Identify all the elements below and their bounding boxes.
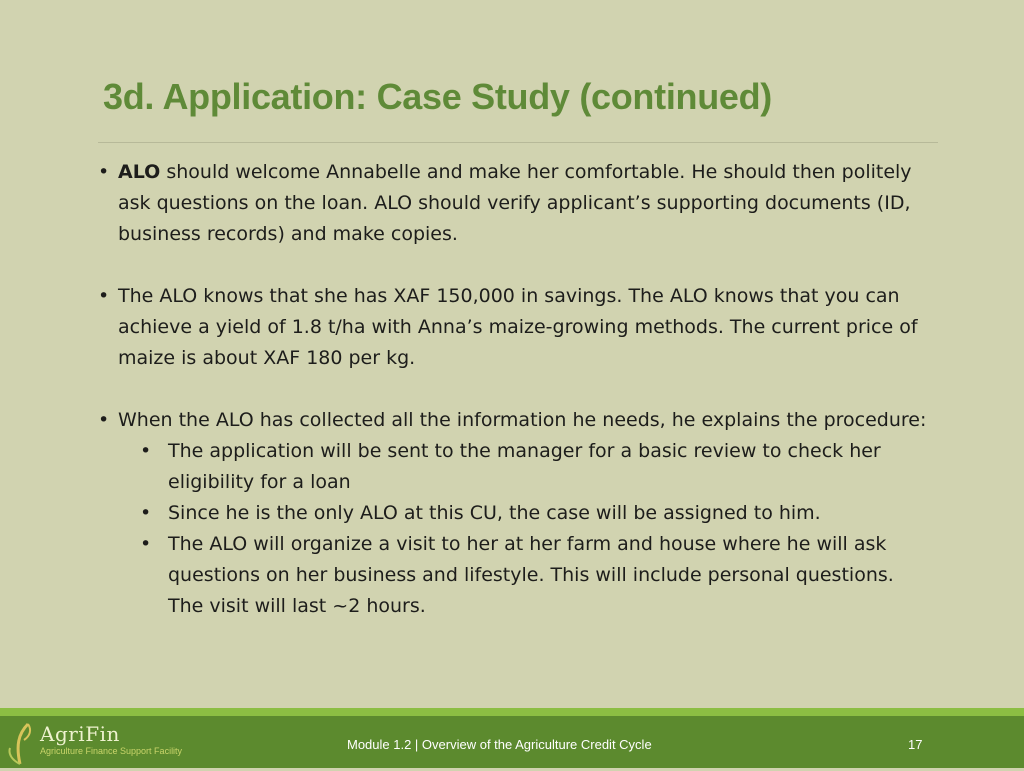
bullet-text: should welcome Annabelle and make her comfortable. He should then politely ask questions on the loan. ALO should verify applicant’s supporting documents (ID, business records) and make copies. [118,161,912,245]
slide-content [98,157,928,653]
logo-tagline: Agriculture Finance Support Facility [40,746,183,756]
title-divider [98,142,938,143]
sub-bullet-list [118,436,928,622]
sub-bullet-dot-icon: • [140,440,152,462]
slide-title: 3d. Application: Case Study (continued) [103,76,772,117]
bullet-dot-icon: • [98,285,110,307]
sub-bullet-dot-icon: • [140,533,152,555]
logo-name: AgriFin [40,722,120,746]
footer-stripe [0,708,1024,716]
footer-module-text: Module 1.2 | Overview of the Agriculture Credit Cycle [347,737,652,752]
bullet-dot-icon: • [98,409,110,431]
sub-bullet-dot-icon: • [140,502,152,524]
sub-bullet-item [118,498,928,529]
page-number: 17 [908,737,923,752]
bullet-text: The ALO knows that she has XAF 150,000 in savings. The ALO knows that you can achieve a yield of 1.8 t/ha with Anna’s maize-growing methods. The current price of maize is about XAF 180 per kg. [118,285,918,369]
sub-bullet-item [118,436,928,498]
agrifin-logo [6,720,236,766]
bullet-bold-term: ALO [118,161,161,183]
sub-bullet-item [118,529,928,622]
sub-bullet-text: The ALO will organize a visit to her at her farm and house where he will ask questions on her business and lifestyle. This will include personal questions. The visit will last ~2 hours. [168,533,894,617]
bullet-item [98,281,928,374]
bullet-text: When the ALO has collected all the information he needs, he explains the procedure: [118,409,927,431]
wheat-icon [6,720,40,766]
bullet-item [98,405,928,622]
bullet-dot-icon: • [98,161,110,183]
sub-bullet-text: The application will be sent to the manager for a basic review to check her eligibility for a loan [168,440,881,493]
bullet-item [98,157,928,250]
sub-bullet-text: Since he is the only ALO at this CU, the case will be assigned to him. [168,502,821,524]
footer-bar [0,716,1024,768]
